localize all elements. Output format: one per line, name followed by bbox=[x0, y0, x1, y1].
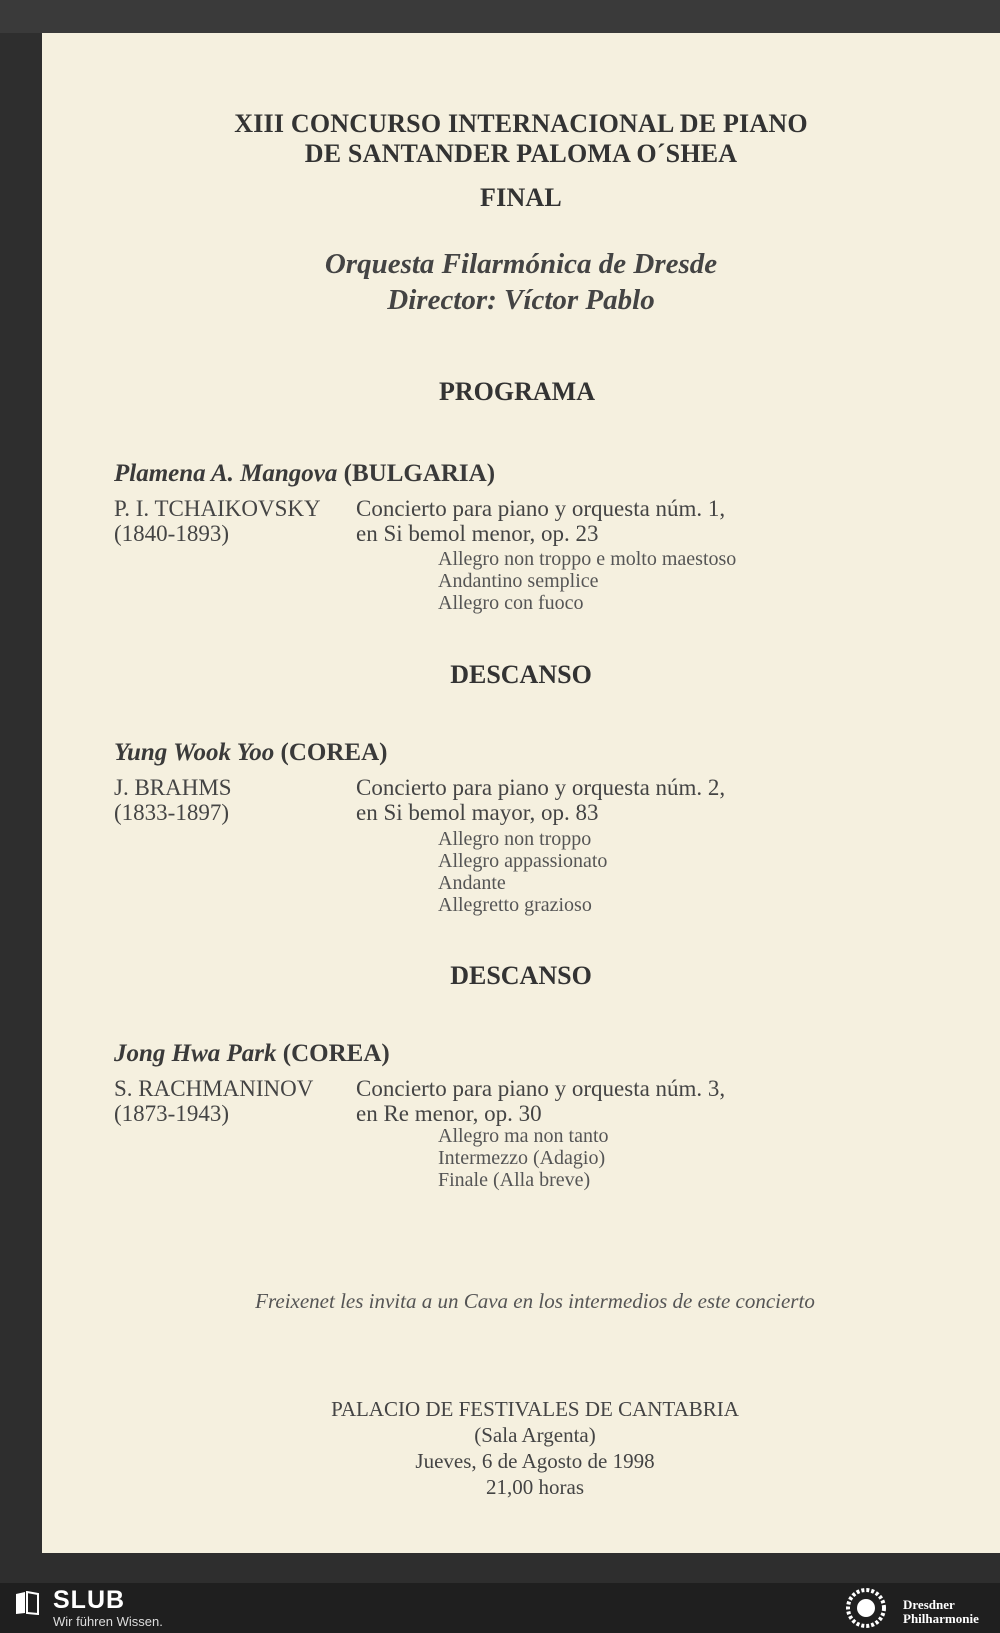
partner-name-line2: Philharmonie bbox=[903, 1611, 979, 1626]
program-page bbox=[42, 33, 1000, 1553]
movement: Allegro con fuoco bbox=[438, 592, 584, 614]
movement: Andantino semplice bbox=[438, 570, 599, 592]
composer-years: (1833-1897) bbox=[114, 800, 229, 825]
composer-name: P. I. TCHAIKOVSKY bbox=[114, 496, 321, 521]
competition-title-line1: XIII CONCURSO INTERNACIONAL DE PIANO bbox=[234, 109, 808, 138]
top-dark-border bbox=[0, 0, 1000, 33]
performer-line bbox=[114, 739, 387, 767]
movement: Allegro appassionato bbox=[438, 850, 608, 872]
work-key: en Si bemol mayor, op. 83 bbox=[356, 800, 599, 825]
composer-name: S. RACHMANINOV bbox=[114, 1076, 314, 1101]
orchestra-director: Director: Víctor Pablo bbox=[387, 284, 655, 316]
movement: Allegretto grazioso bbox=[438, 894, 592, 916]
programa-heading: PROGRAMA bbox=[439, 377, 595, 406]
performer-country: (BULGARIA) bbox=[343, 460, 496, 487]
slub-tagline: Wir führen Wissen. bbox=[53, 1614, 163, 1629]
work-title: Concierto para piano y orquesta núm. 1, bbox=[356, 496, 726, 521]
book-icon bbox=[14, 1591, 40, 1615]
work-key: en Si bemol menor, op. 23 bbox=[356, 521, 599, 546]
composer-name: J. BRAHMS bbox=[114, 775, 232, 800]
partner-logo-text[interactable] bbox=[903, 1598, 979, 1626]
performer-name: Plamena A. Mangova bbox=[114, 460, 338, 487]
viewer-footer-bar bbox=[0, 1583, 1000, 1633]
intermission-heading: DESCANSO bbox=[450, 961, 592, 990]
concert-time: 21,00 horas bbox=[486, 1475, 584, 1499]
final-label: FINAL bbox=[480, 183, 562, 212]
competition-title-line2: DE SANTANDER PALOMA O´SHEA bbox=[304, 139, 738, 168]
movement: Intermezzo (Adagio) bbox=[438, 1147, 606, 1169]
movement: Allegro non troppo e molto maestoso bbox=[438, 548, 737, 570]
performer-name: Jong Hwa Park bbox=[114, 1040, 277, 1067]
movement: Andante bbox=[438, 872, 506, 894]
composer-years: (1873-1943) bbox=[114, 1101, 229, 1126]
dresdner-philharmonie-logo-icon bbox=[842, 1586, 890, 1630]
work-title: Concierto para piano y orquesta núm. 3, bbox=[356, 1076, 726, 1101]
performer-name: Yung Wook Yoo bbox=[114, 739, 275, 766]
orchestra-name: Orquesta Filarmónica de Dresde bbox=[324, 248, 718, 280]
composer-years: (1840-1893) bbox=[114, 521, 229, 546]
performer-line bbox=[114, 460, 495, 488]
intermission-heading: DESCANSO bbox=[450, 660, 592, 689]
movement: Allegro non troppo bbox=[438, 828, 592, 850]
performer-country: (COREA) bbox=[280, 739, 388, 766]
movement: Finale (Alla breve) bbox=[438, 1169, 591, 1191]
venue-hall: (Sala Argenta) bbox=[474, 1423, 596, 1447]
slub-logo-text[interactable]: SLUB bbox=[53, 1586, 126, 1614]
partner-name-line1: Dresdner bbox=[903, 1597, 955, 1612]
sponsor-note: Freixenet les invita a un Cava en los intermedios de este concierto bbox=[255, 1289, 815, 1313]
performer-line bbox=[114, 1040, 390, 1068]
concert-date: Jueves, 6 de Agosto de 1998 bbox=[415, 1449, 655, 1473]
performer-country: (COREA) bbox=[282, 1040, 390, 1067]
work-title: Concierto para piano y orquesta núm. 2, bbox=[356, 775, 726, 800]
work-key: en Re menor, op. 30 bbox=[356, 1101, 542, 1126]
movement: Allegro ma non tanto bbox=[438, 1125, 609, 1147]
venue-name: PALACIO DE FESTIVALES DE CANTABRIA bbox=[331, 1397, 739, 1421]
